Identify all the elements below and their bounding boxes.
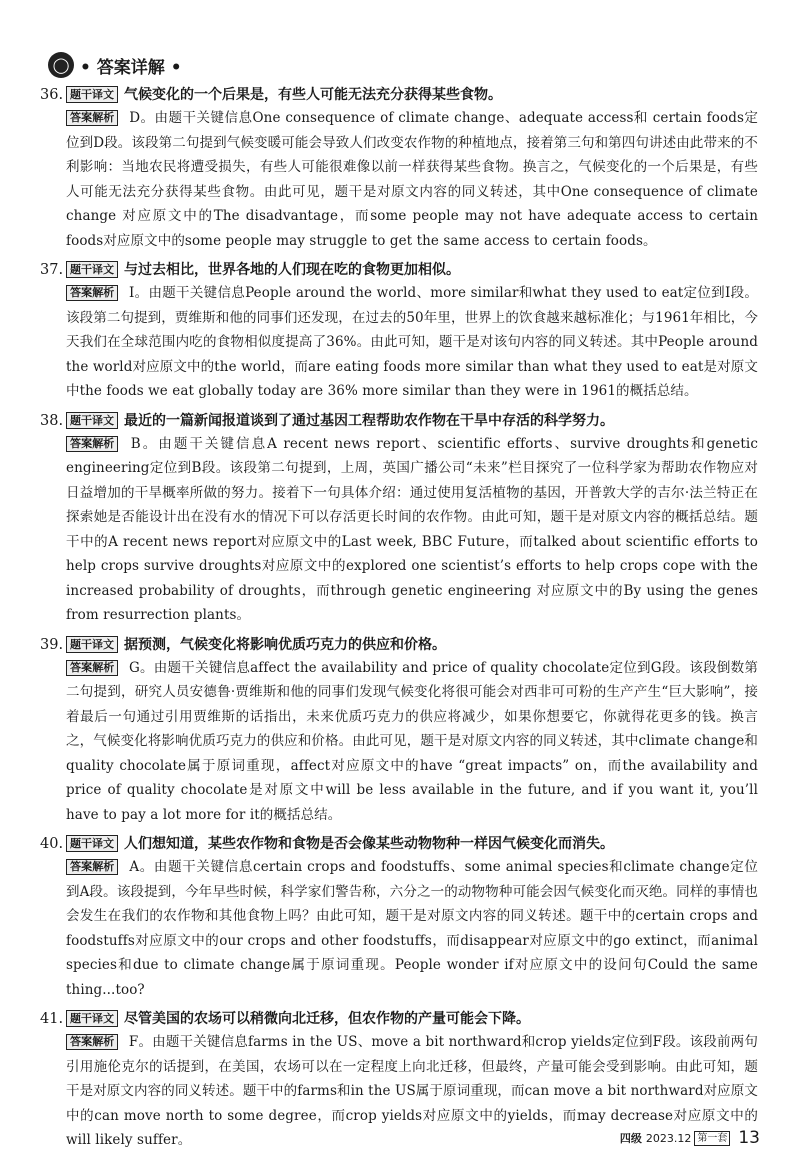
answer-text: B。由题干关键信息A recent news report、scientific efforts、survive droughts和genetic engineering定位到B段。该段第二句提到，上周，英国广播公司“未来”栏目探究了一位科学家为帮助农作物应对日益增加的干旱概率所做的努力。接着下一句具体介绍：通过使用复活植物的基因，开普敦大学的吉尔·法兰特正在探索她是否能设计出在没有水的情况下可以存活更长时间的农作物。由此可知，题干是对原文内容的概括总结。题干中的A recent news report对应原文中的Last week, BBC Future，而talked about scientific efforts to help crops survive droughts对应原文中的explored one scientist’s efforts to help crops cope with the increased probability of droughts，而through genetic engineering 对应原文中的By using the genes from resurrection plants。 (66, 435, 758, 623)
question-translation: 尽管美国的农场可以稍微向北迁移，但农作物的产量可能会下降。 (124, 1011, 530, 1027)
answer-item-37 (40, 259, 758, 404)
question-line (40, 84, 758, 106)
question-line (40, 833, 758, 855)
question-translation: 与过去相比，世界各地的人们现在吃的食物更加相似。 (124, 262, 460, 278)
page-number: 13 (738, 1128, 760, 1148)
question-tag: 题干译文 (66, 1010, 118, 1027)
exam-level: 四级 (619, 1132, 642, 1145)
question-line (40, 634, 758, 656)
question-tag: 题干译文 (66, 412, 118, 429)
answer-tag: 答案解析 (66, 859, 118, 875)
question-number: 39. (40, 636, 64, 653)
question-number: 37. (40, 262, 64, 278)
answer-item-39 (40, 634, 758, 828)
answer-text: F。由题干关键信息farms in the US、move a bit northward和crop yields定位到F段。该段前两句引用施伦克尔的话提到，在美国，农场可以在一定程度上向北迁移，但最终，产量可能会受到影响。由此可知，题干是对原文内容的同义转述。题干中的farms和in the US属于原词重现，而can move a bit northward对应原文中的can move north to some degree，而crop yields对应原文中的yields，而may decrease对应原文中的will likely suffer。 (66, 1034, 758, 1148)
answer-paragraph (66, 432, 758, 628)
answer-tag: 答案解析 (66, 110, 118, 126)
question-translation: 据预测，气候变化将影响优质巧克力的供应和价格。 (124, 636, 446, 653)
question-tag: 题干译文 (66, 835, 118, 852)
answer-paragraph (66, 656, 758, 828)
answer-text: I。由题干关键信息People around the world、more similar和what they used to eat定位到I段。该段第二句提到，贾维斯和他的同事们还发现，在过去的50年里，世界上的饮食越来越标准化；与1961年相比，今天我们在全球范围内吃的食物相似度提高了36%。由此可知，题干是对该句内容的同义转述。其中People around the world对应原文中的the world，而are eating foods more similar than what they used to eat是对原文中the foods we eat globally today are 36% more similar than they were in 1961的概括总结。 (66, 285, 758, 399)
answer-list (40, 84, 758, 1159)
question-number: 40. (40, 836, 64, 852)
question-translation: 最近的一篇新闻报道谈到了通过基因工程帮助农作物在干旱中存活的科学努力。 (124, 412, 614, 429)
question-line (40, 1008, 758, 1030)
answer-tag: 答案解析 (66, 1034, 118, 1050)
exam-volume: 第一套 (694, 1131, 730, 1146)
answer-tag: 答案解析 (66, 436, 118, 452)
answer-text: D。由题干关键信息One consequence of climate change、adequate access和 certain foods定位到D段。该段第二句提到气候变暖可能会导致人们改变农作物的种植地点，接着第三句和第四句讲述由此带来的不利影响：当地农民将遭受损失，有些人可能很难像以前一样获得某些食物。换言之，气候变化的一个后果是，有些人可能无法充分获得某些食物。由此可见，题干是对原文内容的同义转述，其中One consequence of climate change 对应原文中的The disadvantage，而some people may not have adequate access to certain foods对应原文中的some people may struggle to get the same access to certain foods。 (66, 110, 758, 249)
lightbulb-icon: ◯ (48, 52, 74, 78)
answer-tag: 答案解析 (66, 285, 118, 301)
answer-paragraph (66, 106, 758, 253)
question-tag: 题干译文 (66, 86, 118, 103)
question-number: 41. (40, 1011, 64, 1027)
question-translation: 气候变化的一个后果是，有些人可能无法充分获得某些食物。 (124, 87, 502, 103)
question-translation: 人们想知道，某些农作物和食物是否会像某些动物物种一样因气候变化而消失。 (124, 836, 614, 852)
answer-item-38 (40, 410, 758, 628)
answer-item-36 (40, 84, 758, 253)
question-number: 36. (40, 87, 64, 103)
answer-paragraph (66, 281, 758, 404)
question-tag: 题干译文 (66, 261, 118, 278)
section-header (48, 52, 182, 78)
answer-paragraph (66, 855, 758, 1002)
question-number: 38. (40, 412, 64, 429)
answer-tag: 答案解析 (66, 660, 118, 676)
answer-text: G。由题干关键信息affect the availability and price of quality chocolate定位到G段。该段倒数第二句提到，研究人员安德鲁·贾维斯和他的同事们发现气候变化将很可能会对西非可可粉的生产产生“巨大影响”，接着最后一句通过引用贾维斯的话指出，未来优质巧克力的供应将减少，如果你想要它，你就得花更多的钱。换言之，气候变化将影响优质巧克力的供应和价格。由此可见，题干是对原文内容的同义转述，其中climate change和quality chocolate属于原词重现，affect对应原文中的have “great impacts” on，而the availability and price of quality chocolate是对原文中will be less available in the future, and if you want it, you’ll have to pay a lot more for it的概括总结。 (66, 659, 758, 823)
answer-item-40 (40, 833, 758, 1002)
answer-text: A。由题干关键信息certain crops and foodstuffs、some animal species和climate change定位到A段。该段提到，今年早些时候，科学家们警告称，六分之一的动物物种可能会因气候变化而灭绝。同样的事情也会发生在我们的农作物和其他食物上吗？由此可知，题干是对原文内容的同义转述。题干中的certain crops and foodstuffs对应原文中的our crops and other foodstuffs，而disappear对应原文中的go extinct，而animal species和due to climate change属于原词重现。People wonder if对应原文中的设问句Could the same thing...too? (66, 859, 758, 998)
question-line (40, 259, 758, 281)
page-footer (620, 1128, 760, 1148)
section-title: • 答案详解 • (80, 57, 182, 78)
exam-date: 2023.12 (645, 1131, 692, 1145)
question-tag: 题干译文 (66, 636, 118, 653)
question-line (40, 410, 758, 432)
